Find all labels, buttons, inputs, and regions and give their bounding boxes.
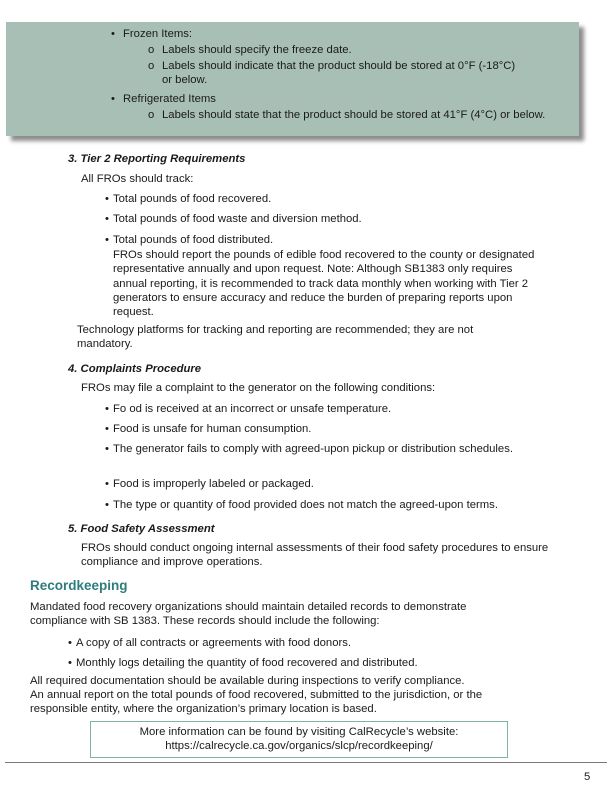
bullet-glyph: •: [105, 213, 109, 225]
bullet-glyph: •: [105, 478, 109, 490]
footer-divider: [5, 762, 607, 763]
bullet-glyph: •: [105, 403, 109, 415]
recordkeeping-intro: Mandated food recovery organizations should maintain detailed records to demonstrate compliance with SB 1383. These records should include the following:: [30, 601, 467, 628]
more-info-box: [90, 721, 508, 758]
bullet-glyph: •: [105, 193, 109, 205]
tier2-intro: All FROs should track:: [81, 173, 194, 185]
bullet-glyph: •: [68, 657, 72, 669]
recordkeeping-title: Recordkeeping: [30, 578, 128, 593]
recordkeeping-availability: All required documentation should be available during inspections to verify compliance.: [30, 675, 465, 687]
recordkeeping-annual-report: An annual report on the total pounds of food recovered, submitted to the jurisdiction, or the responsible entity, where the organization’s primary location is based.: [30, 689, 483, 716]
sub-bullet-glyph: o: [148, 109, 155, 121]
complaint-item-1: Fo od is received at an incorrect or unsafe temperature.: [113, 403, 392, 415]
tier2-heading: 3. Tier 2 Reporting Requirements: [68, 153, 246, 165]
tier2-item-2: Total pounds of food waste and diversion method.: [113, 213, 362, 225]
bullet-glyph: •: [105, 234, 109, 246]
complaint-item-3: The generator fails to comply with agreed-upon pickup or distribution schedules.: [113, 443, 514, 455]
recordkeeping-item-2: Monthly logs detailing the quantity of food recovered and distributed.: [76, 657, 418, 669]
bullet-glyph: •: [111, 28, 115, 40]
tier2-technology-note: Technology platforms for tracking and reporting are recommended; they are not mandatory.: [77, 324, 474, 351]
bullet-glyph: •: [105, 499, 109, 511]
tier2-item-3: Total pounds of food distributed.: [113, 234, 274, 246]
assessment-heading: 5. Food Safety Assessment: [68, 523, 215, 535]
refrigerated-items-title: Refrigerated Items: [123, 93, 216, 105]
bullet-glyph: •: [105, 423, 109, 435]
tier2-item-1: Total pounds of food recovered.: [113, 193, 272, 205]
page-number: 5: [584, 771, 591, 783]
frozen-item-2: Labels should indicate that the product should be stored at 0°F (-18°C) or below.: [162, 60, 516, 87]
assessment-text: FROs should conduct ongoing internal assessments of their food safety procedures to ensure compliance and improve operations.: [81, 542, 549, 569]
complaint-item-4: Food is improperly labeled or packaged.: [113, 478, 314, 490]
calrecycle-link[interactable]: https://calrecycle.ca.gov/organics/slcp/recordkeeping/: [165, 740, 433, 753]
bullet-glyph: •: [105, 443, 109, 455]
frozen-item-1: Labels should specify the freeze date.: [162, 44, 352, 56]
sub-bullet-glyph: o: [148, 44, 155, 56]
complaints-heading: 4. Complaints Procedure: [68, 363, 202, 375]
complaint-item-5: The type or quantity of food provided does not match the agreed-upon terms.: [113, 499, 498, 511]
frozen-items-title: Frozen Items:: [123, 28, 193, 40]
recordkeeping-item-1: A copy of all contracts or agreements with food donors.: [76, 637, 352, 649]
complaint-item-2: Food is unsafe for human consumption.: [113, 423, 312, 435]
tier2-note: FROs should report the pounds of edible food recovered to the county or designated representative annually and upon request. Note: Although SB1383 only requires annual reporting, it is recommended to track data monthly when working with Tier 2 generators to ensure accuracy and reduce the burden of preparing reports upon request.: [113, 249, 535, 319]
bullet-glyph: •: [68, 637, 72, 649]
labeling-requirements-box: [6, 22, 579, 136]
refrigerated-item-1: Labels should state that the product should be stored at 41°F (4°C) or below.: [162, 109, 546, 121]
complaints-intro: FROs may file a complaint to the generator on the following conditions:: [81, 382, 436, 394]
bullet-glyph: •: [111, 93, 115, 105]
more-info-text: More information can be found by visiting CalRecycle’s website:: [139, 726, 459, 738]
sub-bullet-glyph: o: [148, 60, 155, 72]
